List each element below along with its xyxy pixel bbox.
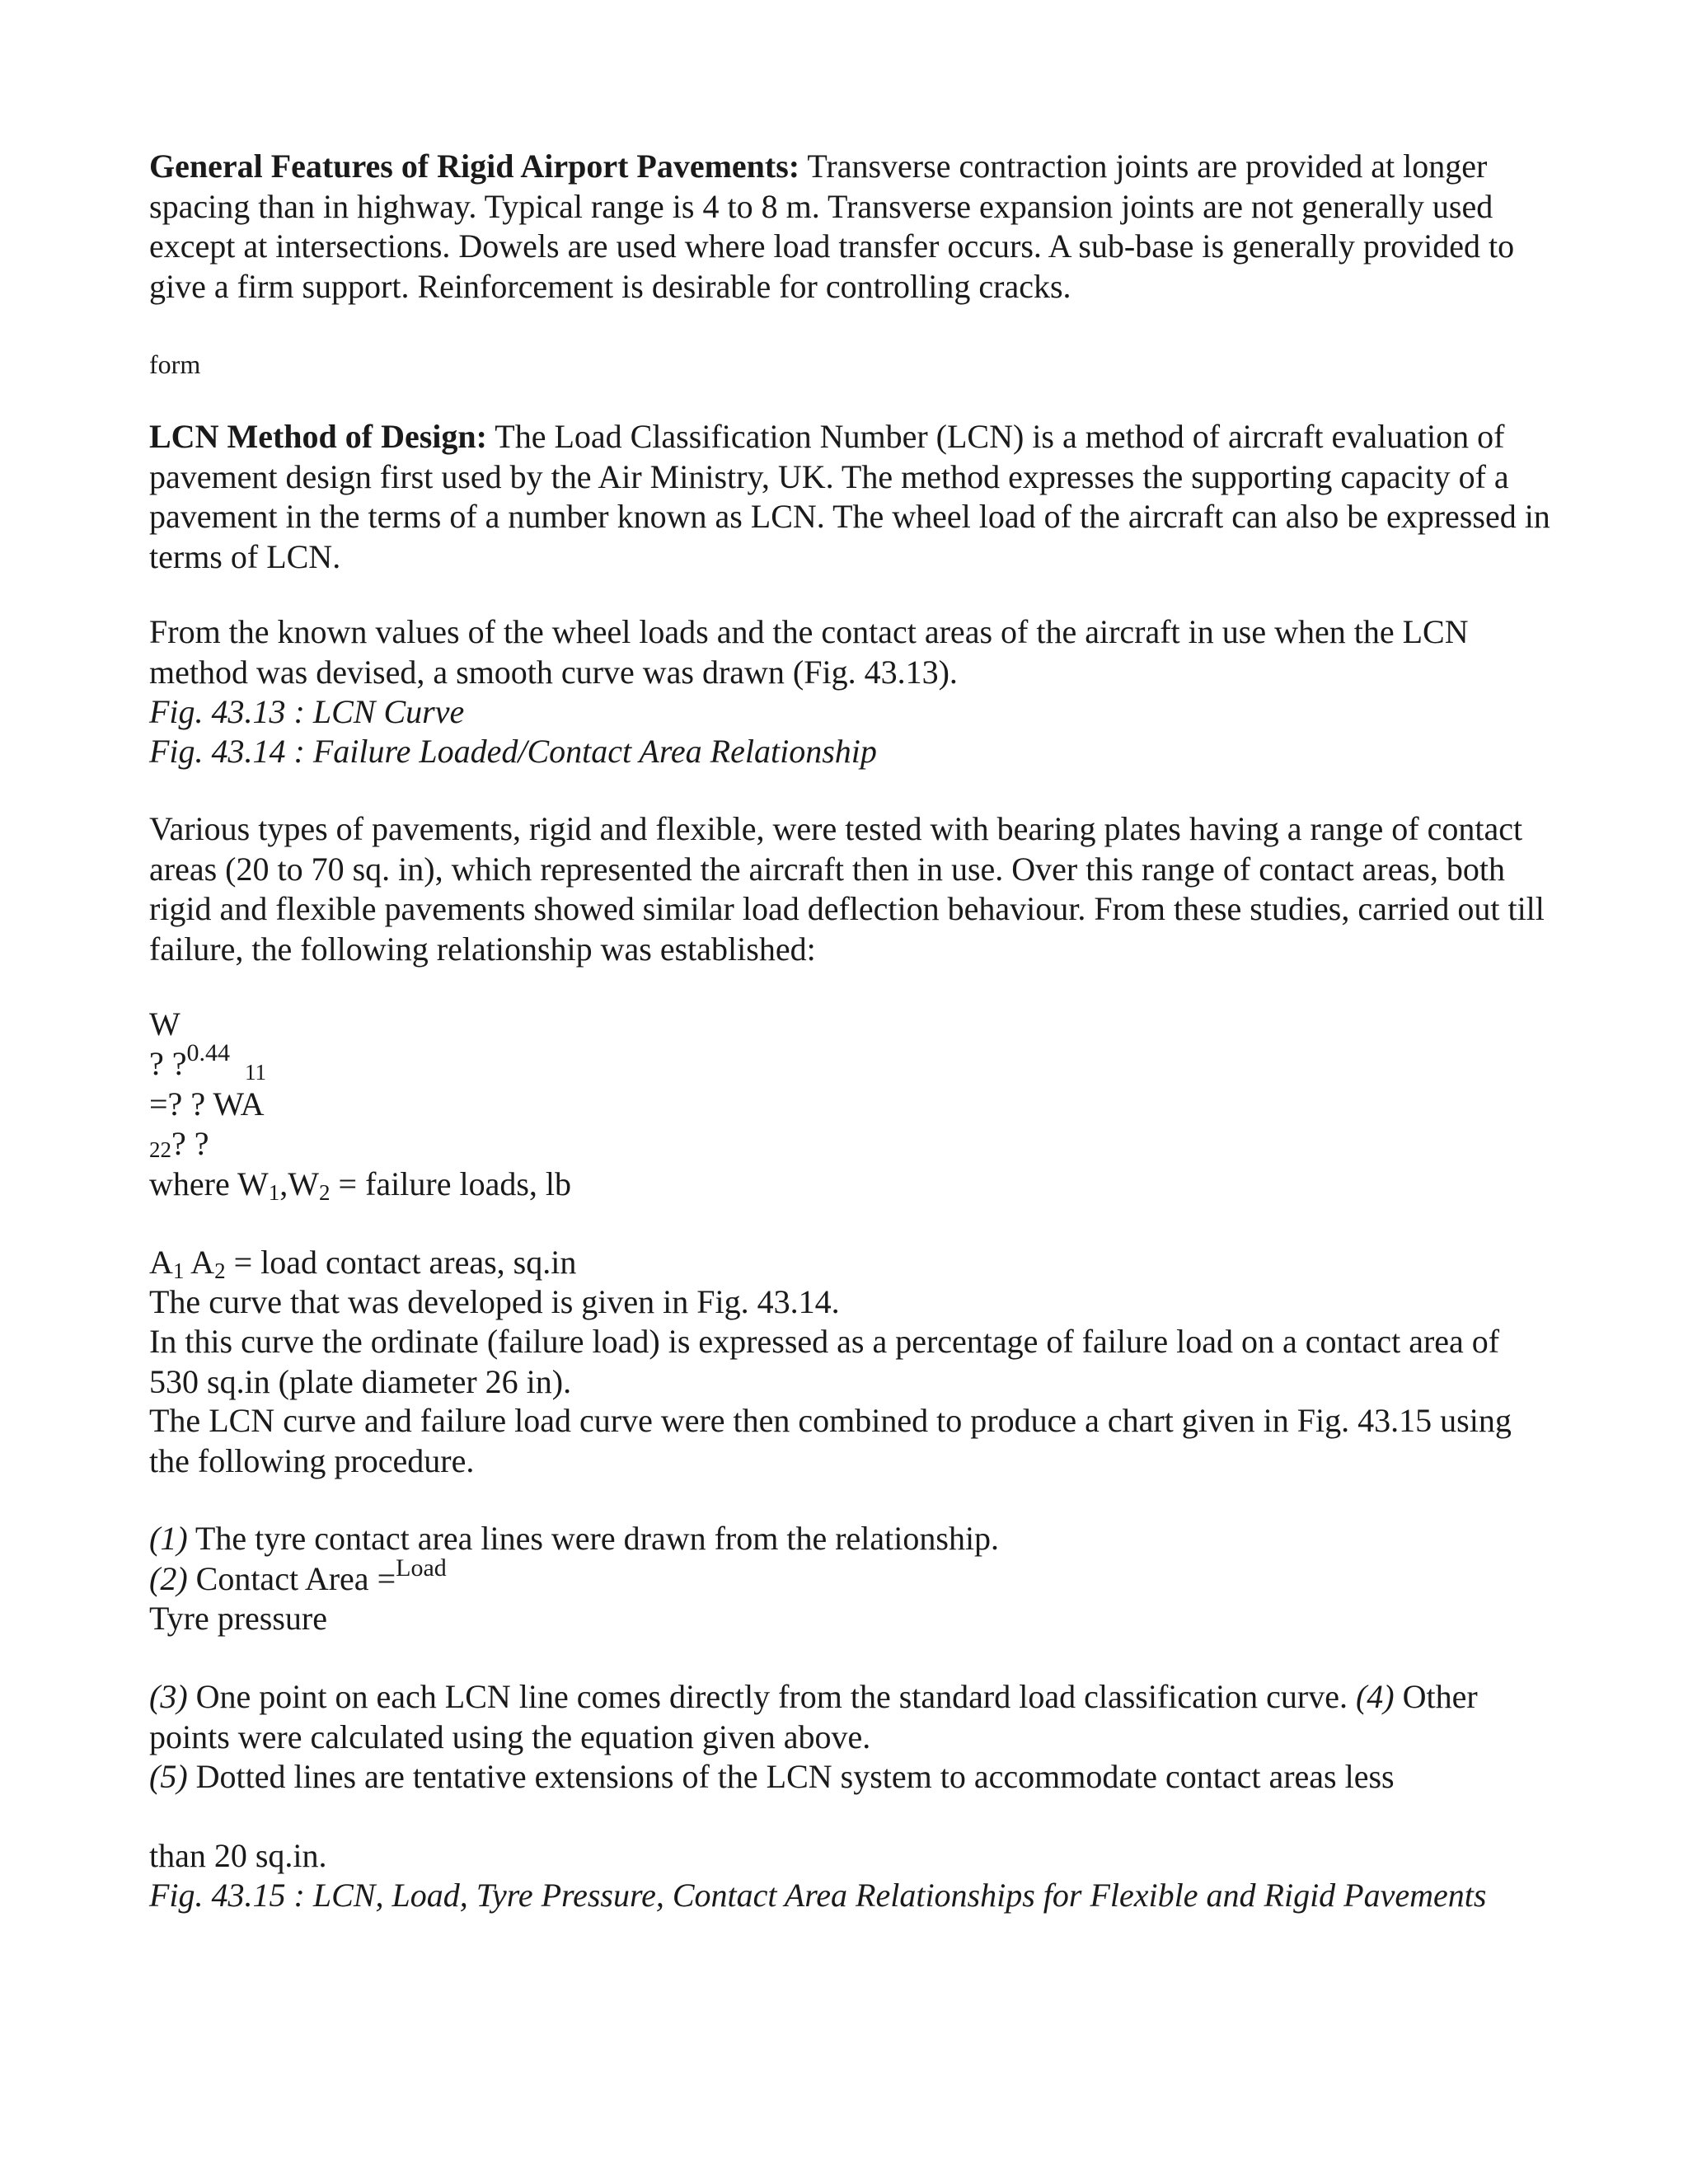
equation-line-4: [149, 1124, 1550, 1165]
rigid-pavement-heading: General Features of Rigid Airport Pavements:: [149, 148, 800, 185]
where-prefix: where W: [149, 1165, 269, 1202]
w2-subscript: 2: [319, 1180, 331, 1205]
step-1-text: The tyre contact area lines were drawn from the relationship.: [187, 1520, 1000, 1557]
equation-index-11: 11: [245, 1060, 267, 1085]
contact-areas-definition: [149, 1243, 1550, 1283]
failure-loads-definition: [149, 1165, 1550, 1205]
fig-43-13-text: Fig. 43.13 : LCN Curve: [149, 693, 465, 730]
equation-exponent: 0.44: [186, 1039, 231, 1066]
where-suffix: = failure loads, lb: [330, 1165, 571, 1202]
a2-subscript: 2: [214, 1258, 226, 1283]
step-5: [149, 1757, 1550, 1797]
rigid-pavement-paragraph: [149, 147, 1550, 307]
curve-developed-line: The curve that was developed is given in Fig. 43.14.: [149, 1283, 840, 1320]
step-1-number: (1): [149, 1520, 188, 1557]
equation-line-4-main: ? ?: [171, 1125, 209, 1162]
a2-symbol: A: [184, 1244, 215, 1281]
step-4-text: Other points were calculated using the equation given above.: [149, 1678, 1478, 1755]
a1-symbol: A: [149, 1244, 173, 1281]
stray-word: form: [149, 349, 201, 379]
equation-line-3: =? ? WA: [149, 1085, 265, 1122]
ordinate-paragraph: In this curve the ordinate (failure load) is expressed as a percentage of failure load on a contact area of 530 sq.in (plate diameter 26 in).: [149, 1323, 1500, 1400]
bearing-plate-paragraph: Various types of pavements, rigid and flexible, were tested with bearing plates having a range of contact areas (20 to 70 sq. in), which represented the aircraft then in use. Over this range of contact areas, both rigid and flexible pavements showed similar load deflection behaviour. From these studies, carried out till failure, the following relationship was established:: [149, 810, 1545, 968]
steps-3-4: [149, 1677, 1550, 1757]
step-5-continuation: than 20 sq.in.: [149, 1837, 327, 1874]
fig-43-14-text: Fig. 43.14 : Failure Loaded/Contact Area Relationship: [149, 733, 877, 770]
fig-43-15-text: Fig. 43.15 : LCN, Load, Tyre Pressure, Contact Area Relationships for Flexible and Rigid Pavements: [149, 1877, 1487, 1914]
equation-line-2-main: ? ?: [149, 1045, 187, 1082]
a1-subscript: 1: [172, 1258, 185, 1283]
lcn-method-heading: LCN Method of Design:: [149, 418, 487, 455]
step-2-load-numerator: Load: [396, 1554, 447, 1582]
known-values-paragraph: From the known values of the wheel loads and the contact areas of the aircraft in use when the LCN method was devised, a smooth curve was drawn (Fig. 43.13).: [149, 613, 1469, 691]
step-1: [149, 1519, 1550, 1559]
equation-index-22: 22: [149, 1137, 171, 1162]
step-2-denominator: Tyre pressure: [149, 1600, 327, 1637]
combined-chart-paragraph: The LCN curve and failure load curve were then combined to produce a chart given in Fig. 43.15 using the following procedure.: [149, 1402, 1512, 1479]
w1-subscript: 1: [268, 1180, 280, 1205]
step-2-text: Contact Area =: [187, 1560, 396, 1597]
rigid-pavement-body: Transverse contraction joints are provided at longer spacing than in highway. Typical range is 4 to 8 m. Transverse expansion joints are not generally used except at intersections. Dowels are used where load transfer occurs. A sub-base is generally provided to give a firm support. Reinforcement is desirable for controlling cracks.: [149, 148, 1515, 305]
step-5-text: Dotted lines are tentative extensions of the LCN system to accommodate contact areas less: [187, 1758, 1395, 1795]
lcn-method-paragraph: [149, 417, 1550, 577]
fig-43-15-caption: [149, 1876, 1550, 1916]
where-mid: ,W: [279, 1165, 320, 1202]
fig-43-14-caption: [149, 732, 1550, 772]
lcn-method-body: The Load Classification Number (LCN) is a method of aircraft evaluation of pavement design first used by the Air Ministry, UK. The method expresses the supporting capacity of a pavement in the terms of a number known as LCN. The wheel load of the aircraft can also be expressed in terms of LCN.: [149, 418, 1550, 575]
areas-suffix: = load contact areas, sq.in: [225, 1244, 577, 1281]
fig-43-13-caption: [149, 692, 1550, 733]
step-2-number: (2): [149, 1560, 188, 1597]
step-3-text: One point on each LCN line comes directly from the standard load classification curve.: [187, 1678, 1356, 1715]
step-5-number: (5): [149, 1758, 188, 1795]
step-4-number: (4): [1355, 1678, 1395, 1715]
step-3-number: (3): [149, 1678, 188, 1715]
equation-line-2: [149, 1039, 1550, 1085]
step-2: [149, 1554, 1550, 1600]
equation-line-1: W: [149, 1005, 181, 1043]
